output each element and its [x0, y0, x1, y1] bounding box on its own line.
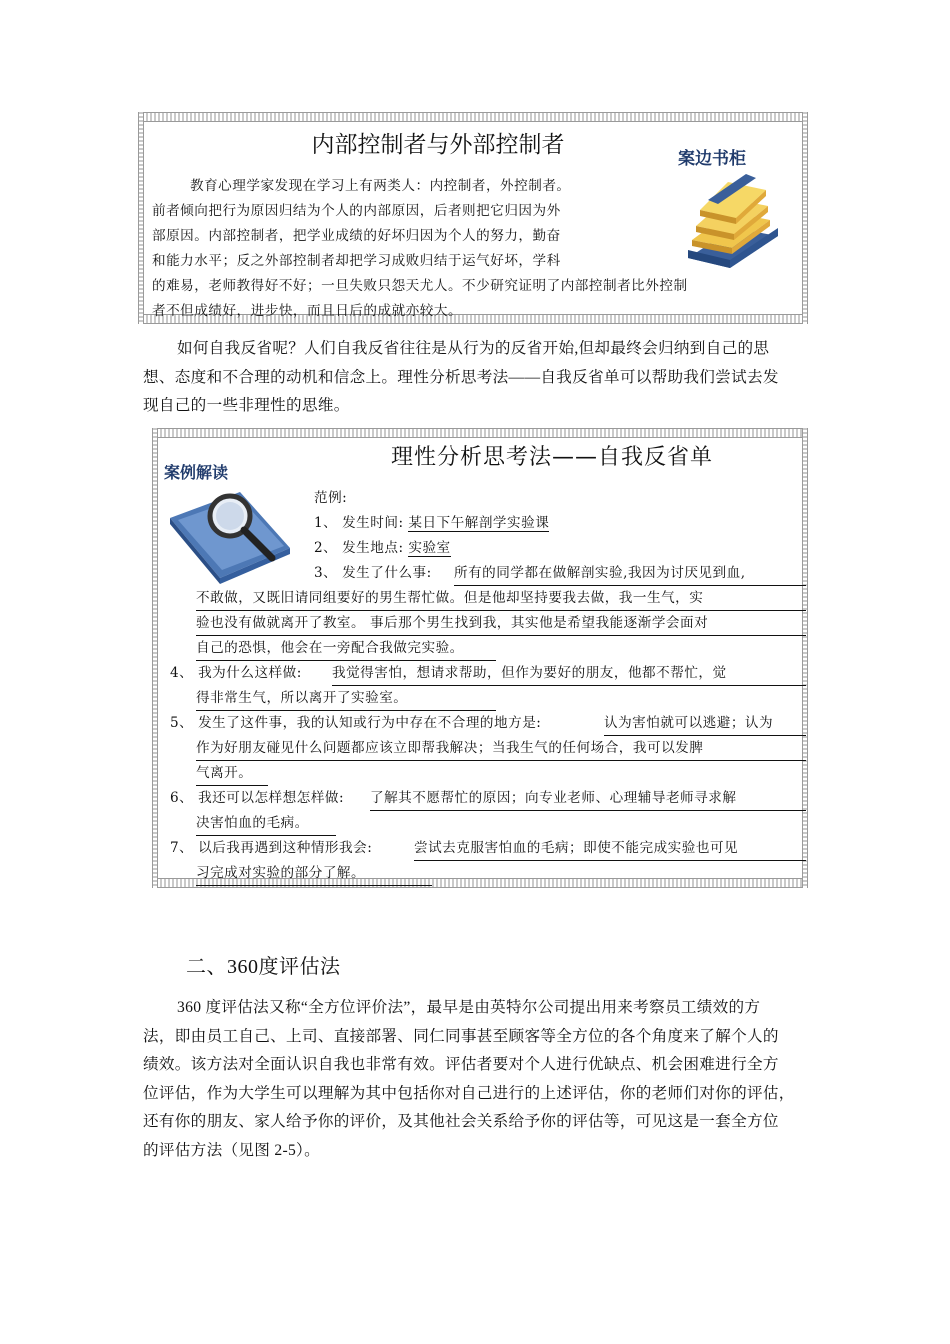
item-6-line: 了解其不愿帮忙的原因；向专业老师、心理辅导老师寻求解: [370, 786, 806, 811]
item-6-value-cont: [196, 811, 336, 836]
item-3-line: 验也没有做就离开了教室。 事后那个男生找到我，其实他是希望我能逐渐学会面对: [196, 611, 806, 636]
bookshelf-icon: [670, 140, 790, 270]
item-4-label: 4、 我为什么这样做:: [170, 665, 302, 681]
sidebar-box-internal-external-control: [138, 112, 808, 324]
paragraph-line: 绩效。该方法对全面认识自我也非常有效。评估者要对个人进行优缺点、机会困难进行全方: [143, 1056, 779, 1073]
item-3-value: [454, 561, 806, 586]
item-3-value-cont: [196, 586, 806, 661]
paragraph-line: 如何自我反省呢？人们自我反省往往是从行为的反省开始,但却最终会归纳到自己的思: [177, 340, 770, 357]
item-5-line: 认为害怕就可以逃避；认为: [604, 711, 806, 736]
case-label: 案例解读: [164, 463, 229, 482]
item-1-label: 1、 发生时间:: [314, 515, 404, 531]
item-7-line: 尝试去克服害怕血的毛病；即使不能完成实验也可见: [414, 836, 806, 861]
paragraph-line: 想、态度和不合理的动机和信念上。理性分析思考法——自我反省单可以帮助我们尝试去发: [143, 368, 779, 386]
item-7-label: 7、 以后我再遇到这种情形我会:: [170, 840, 373, 856]
item-3-line: 不敢做，又既旧请同组要好的男生帮忙做。但是他却坚持要我去做，我一生气，实: [196, 586, 806, 611]
item-1: [314, 511, 549, 536]
item-7-line: 习完成对实验的部分了解。: [196, 861, 432, 886]
box-title: 理性分析思考法——自我反省单: [390, 445, 713, 470]
section-paragraph: [143, 994, 809, 1165]
item-2: [314, 536, 451, 561]
item-2-value: 实验室: [408, 540, 451, 556]
item-5-line: 作为好朋友碰见什么问题都应该立即帮我解决；当我生气的任何场合，我可以发脾: [196, 736, 806, 761]
item-4-value-cont: [196, 686, 496, 711]
item-7-value-cont: [196, 861, 432, 886]
item-6-line: 决害怕血的毛病。: [196, 811, 336, 836]
box-line: 者不但成绩好，进步快，而且日后的成就亦较大。: [152, 303, 463, 319]
item-5-label: 5、 发生了这件事，我的认知或行为中存在不合理的地方是:: [170, 715, 542, 731]
item-6-value: [370, 786, 806, 811]
item-4-line: 我觉得害怕，想请求帮助，但作为要好的朋友，他都不帮忙，觉: [332, 661, 806, 686]
sidebar-box-self-reflection-sheet: [152, 428, 808, 888]
box-line: 前者倾向把行为原因归结为个人的内部原因，后者则把它归因为外: [152, 203, 561, 219]
paragraph-line: 位评估，作为大学生可以理解为其中包括你对自己进行的上述评估，你的老师们对你的评估，: [143, 1084, 795, 1102]
paragraph-line: 现自己的一些非理性的思维。: [143, 397, 350, 414]
box-line: 的难易，老师教得好不好；一旦失败只怨天尤人。不少研究证明了内部控制者比外控制: [152, 278, 688, 294]
intro-paragraph: [143, 335, 809, 421]
paragraph-line: 的评估方法（见图 2-5）。: [143, 1141, 321, 1159]
item-5-line: 气离开。: [196, 761, 268, 786]
item-4-line: 得非常生气，所以离开了实验室。: [196, 686, 496, 711]
item-3-line: 所有的同学都在做解剖实验,我因为讨厌见到血,: [454, 561, 806, 586]
item-3-label: 3、 发生了什么事:: [314, 565, 432, 581]
item-6-label: 6、 我还可以怎样想怎样做:: [170, 790, 345, 806]
section-heading: 二、360度评估法: [186, 956, 341, 978]
paragraph-line: 360 度评估法又称“全方位评价法”，最早是由英特尔公司提出用来考察员工绩效的方: [177, 999, 761, 1016]
item-3-line: 自己的恐惧，他会在一旁配合我做完实验。: [196, 636, 496, 661]
example-label: 范例:: [314, 490, 348, 506]
paragraph-line: 还有你的朋友、家人给予你的评价，及其他社会关系给予你的评估等，可见这是一套全方位: [143, 1113, 779, 1130]
item-5-value-cont: [196, 736, 806, 786]
item-4-value: [332, 661, 806, 686]
item-5-value: [604, 711, 806, 736]
item-2-label: 2、 发生地点:: [314, 540, 404, 556]
paragraph-line: 法，即由员工自己、上司、直接部署、同仁同事甚至顾客等全方位的各个角度来了解个人的: [143, 1027, 779, 1045]
box-line: 教育心理学家发现在学习上有两类人：内控制者，外控制者。: [190, 178, 571, 194]
item-1-value: 某日下午解剖学实验课: [408, 515, 550, 531]
bookshelf-label: 案边书柜: [678, 149, 746, 169]
box-line: 部原因。内部控制者，把学业成绩的好坏归因为个人的努力，勤奋: [152, 228, 561, 244]
item-7-value: [414, 836, 806, 861]
magnifier-book-icon: [160, 458, 300, 588]
box-title: 内部控制者与外部控制者: [311, 132, 565, 158]
box-line: 和能力水平；反之外部控制者却把学习成败归结于运气好坏，学科: [152, 253, 561, 269]
